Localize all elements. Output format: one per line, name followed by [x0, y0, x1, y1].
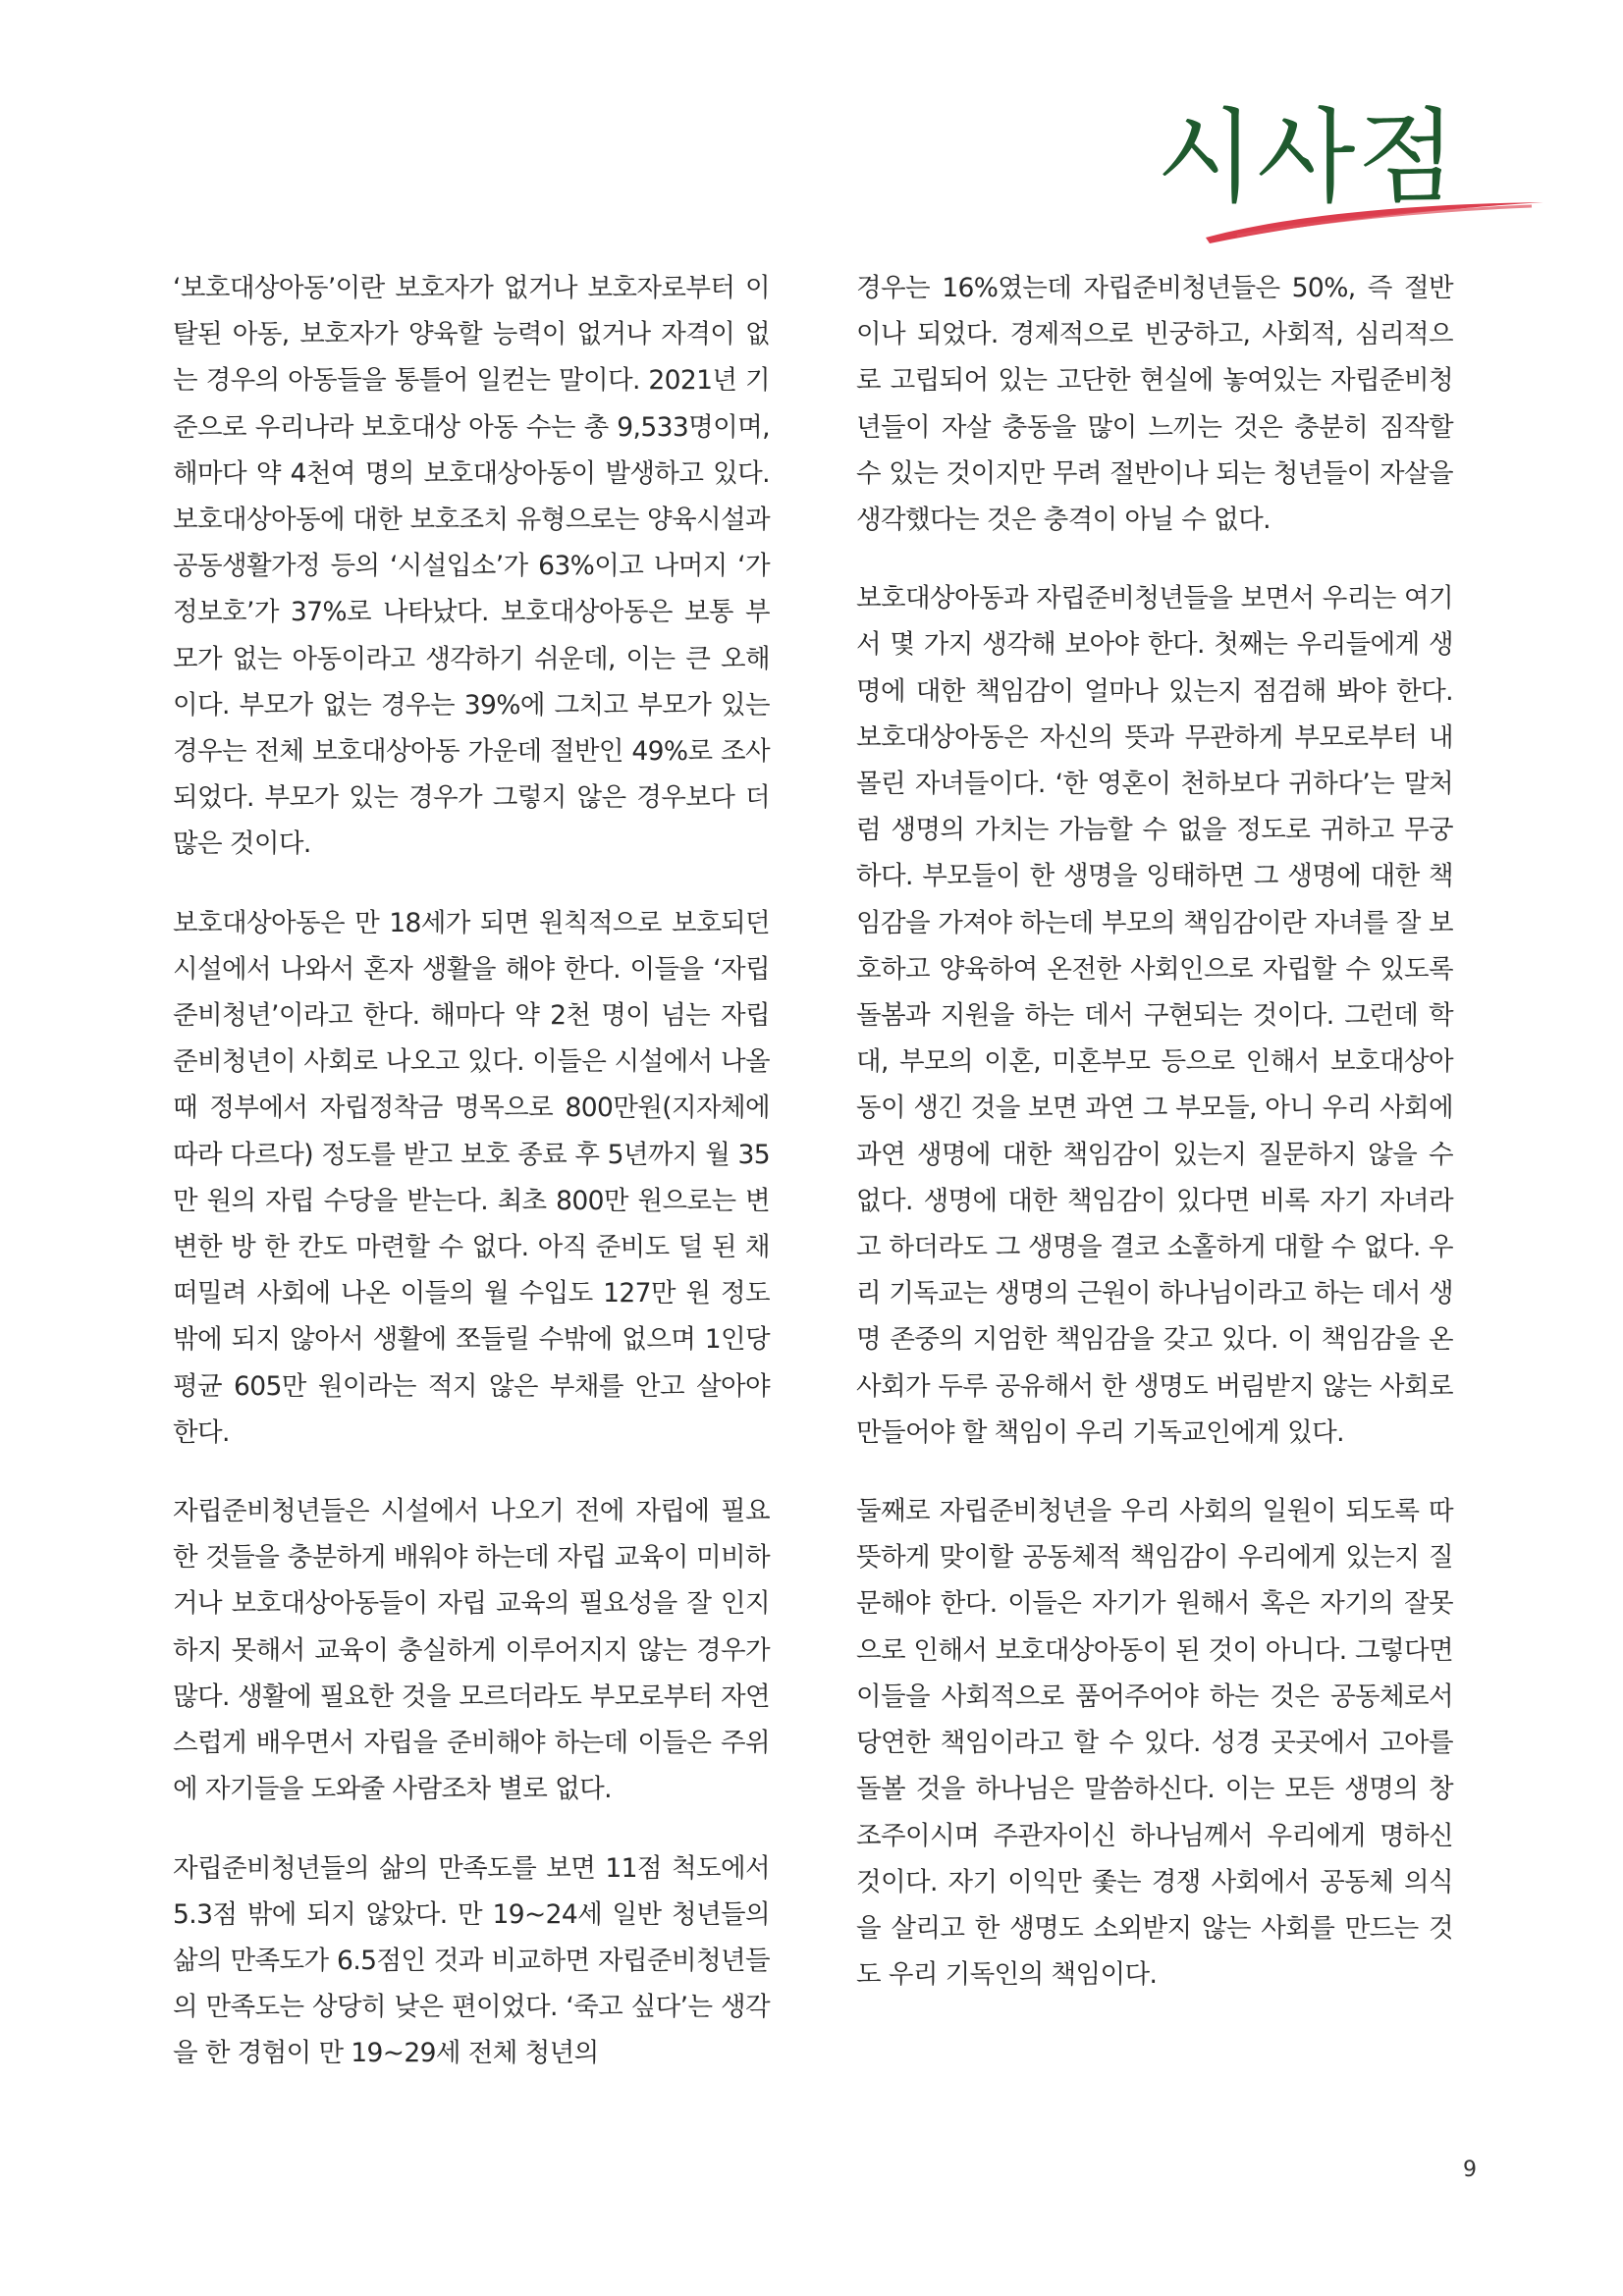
title-underline-brush [1178, 192, 1551, 251]
page-title: 시사점 [1156, 97, 1458, 217]
paragraph: ‘보호대상아동’이란 보호자가 없거나 보호자로부터 이탈된 아동, 보호자가 양육할 능력이 없거나 자격이 없는 경우의 아동들을 통틀어 일컫는 말이다. 2021년 기준으로 우리나라 보호대상 아동 수는 총 9,533명이며, 해마다 약 4천여 명의 보호대상아동이 발생하고 있다. 보호대상아동에 대한 보호조치 유형으로는 양육시설과 공동생활가정 등의 ‘시설입소’가 63%이고 나머지 ‘가정보호’가 37%로 나타났다. 보호대상아동은 보통 부모가 없는 아동이라고 생각하기 쉬운데, 이는 큰 오해이다. 부모가 없는 경우는 39%에 그치고 부모가 있는 경우는 전체 보호대상아동 가운데 절반인 49%로 조사되었다. 부모가 있는 경우가 그렇지 않은 경우보다 더 많은 것이다. [173, 273, 770, 860]
right-column [856, 265, 1453, 2030]
paragraph: 자립준비청년들은 시설에서 나오기 전에 자립에 필요한 것들을 충분하게 배워야 하는데 자립 교육이 미비하거나 보호대상아동들이 자립 교육의 필요성을 잘 인지하지 못해서 교육이 충실하게 이루어지지 않는 경우가 많다. 생활에 필요한 것을 모르더라도 부모로부터 자연스럽게 배우면서 자립을 준비해야 하는데 이들은 주위에 자기들을 도와줄 사람조차 별로 없다. [173, 1496, 770, 1805]
left-column [173, 265, 770, 2109]
paragraph: 자립준비청년들의 삶의 만족도를 보면 11점 척도에서 5.3점 밖에 되지 않았다. 만 19~24세 일반 청년들의 삶의 만족도가 6.5점인 것과 비교하면 자립준비청년들의 만족도는 상당히 낮은 편이었다. ‘죽고 싶다’는 생각을 한 경험이 만 19~29세 전체 청년의 [173, 1852, 770, 2069]
paragraph: 경우는 16%였는데 자립준비청년들은 50%, 즉 절반이나 되었다. 경제적으로 빈궁하고, 사회적, 심리적으로 고립되어 있는 고단한 현실에 놓여있는 자립준비청년들이 자살 충동을 많이 느끼는 것은 충분히 짐작할 수 있는 것이지만 무려 절반이나 되는 청년들이 자살을 생각했다는 것은 충격이 아닐 수 없다. [856, 273, 1453, 536]
page-number: 9 [1463, 2158, 1477, 2182]
paragraph: 보호대상아동은 만 18세가 되면 원칙적으로 보호되던 시설에서 나와서 혼자 생활을 해야 한다. 이들을 ‘자립준비청년’이라고 한다. 해마다 약 2천 명이 넘는 자립준비청년이 사회로 나오고 있다. 이들은 시설에서 나올 때 정부에서 자립정착금 명목으로 800만원(지자체에 따라 다르다) 정도를 받고 보호 종료 후 5년까지 월 35만 원의 자립 수당을 받는다. 최초 800만 원으로는 변변한 방 한 칸도 마련할 수 없다. 아직 준비도 덜 된 채 떠밀려 사회에 나온 이들의 월 수입도 127만 원 정도밖에 되지 않아서 생활에 쪼들릴 수밖에 없으며 1인당 평균 605만 원이라는 적지 않은 부채를 안고 살아야 한다. [173, 907, 770, 1448]
paragraph: 둘째로 자립준비청년을 우리 사회의 일원이 되도록 따뜻하게 맞이할 공동체적 책임감이 우리에게 있는지 질문해야 한다. 이들은 자기가 원해서 혹은 자기의 잘못으로 인해서 보호대상아동이 된 것이 아니다. 그렇다면 이들을 사회적으로 품어주어야 하는 것은 공동체로서 당연한 책임이라고 할 수 있다. 성경 곳곳에서 고아를 돌볼 것을 하나님은 말씀하신다. 이는 모든 생명의 창조주이시며 주관자이신 하나님께서 우리에게 명하신 것이다. 자기 이익만 좇는 경쟁 사회에서 공동체 의식을 살리고 한 생명도 소외받지 않는 사회를 만드는 것도 우리 기독인의 책임이다. [856, 1496, 1453, 1991]
paragraph: 보호대상아동과 자립준비청년들을 보면서 우리는 여기서 몇 가지 생각해 보아야 한다. 첫째는 우리들에게 생명에 대한 책임감이 얼마나 있는지 점검해 봐야 한다. 보호대상아동은 자신의 뜻과 무관하게 부모로부터 내몰린 자녀들이다. ‘한 영혼이 천하보다 귀하다’는 말처럼 생명의 가치는 가늠할 수 없을 정도로 귀하고 무궁하다. 부모들이 한 생명을 잉태하면 그 생명에 대한 책임감을 가져야 하는데 부모의 책임감이란 자녀를 잘 보호하고 양육하여 온전한 사회인으로 자립할 수 있도록 돌봄과 지원을 하는 데서 구현되는 것이다. 그런데 학대, 부모의 이혼, 미혼부모 등으로 인해서 보호대상아동이 생긴 것을 보면 과연 그 부모들, 아니 우리 사회에 과연 생명에 대한 책임감이 있는지 질문하지 않을 수 없다. 생명에 대한 책임감이 있다면 비록 자기 자녀라고 하더라도 그 생명을 결코 소홀하게 대할 수 없다. 우리 기독교는 생명의 근원이 하나님이라고 하는 데서 생명 존중의 지엄한 책임감을 갖고 있다. 이 책임감을 온 사회가 두루 공유해서 한 생명도 버림받지 않는 사회로 만들어야 할 책임이 우리 기독교인에게 있다. [856, 583, 1453, 1448]
